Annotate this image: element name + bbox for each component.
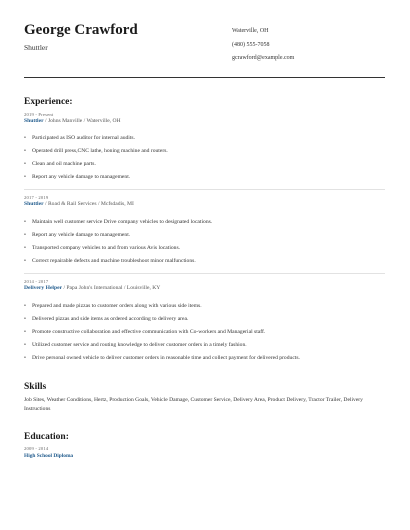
list-item: • Report any vehicle damage to management.: [24, 174, 394, 187]
contact-location: Waterville, OH: [232, 28, 269, 34]
role-separator: /: [62, 285, 67, 291]
job-bullets: [24, 135, 394, 187]
job-divider: [24, 189, 385, 190]
job-company: Johns Manville / Waterville, OH: [47, 118, 121, 124]
role-separator: /: [43, 118, 48, 124]
job-dates: 2019 - Present: [24, 112, 54, 117]
list-item: • Drive personal owned vehicle to deliver customer orders in reasonable time and collect payment for delivered products.: [24, 355, 394, 368]
list-item: • Prepared and made pizzas to customer orders along with various side items.: [24, 303, 394, 316]
education-degree: High School Diploma: [24, 453, 74, 459]
list-item: • Promote constructive collaboration and effective communication with Co-workers and Managerial staff.: [24, 329, 394, 342]
list-item: • Transported company vehicles to and from various Avis locations.: [24, 245, 394, 258]
job-bullets: [24, 303, 394, 367]
job-dates: 2014 - 2017: [24, 279, 49, 284]
list-item: • Participated as ISO auditor for internal audits.: [24, 135, 394, 148]
list-item: • Correct repairable defects and machine troubleshoot minor malfunctions.: [24, 258, 394, 271]
job-role: [24, 201, 134, 207]
candidate-name: George Crawford: [24, 22, 138, 38]
candidate-title: Shuttler: [24, 43, 48, 52]
list-item: • Delivered pizzas and side items as ordered according to delivery area.: [24, 316, 394, 329]
job-dates: 2017 - 2019: [24, 195, 49, 200]
job-title: Shuttler: [24, 201, 44, 207]
list-item: • Maintain well customer service Drive company vehicles to designated locations.: [24, 219, 394, 232]
job-company: Papa John's International / Louisville, KY: [66, 285, 161, 291]
contact-email: gcrawford@example.com: [232, 55, 295, 61]
job-title: Delivery Helper: [24, 285, 63, 291]
skills-heading: Skills: [24, 382, 47, 392]
contact-block: [232, 28, 294, 69]
skills-list: Job Sites, Weather Conditions, Hertz, Production Goals, Vehicle Damage, Customer Service, Delivery Area, Product Delivery, Tractor Trailer, Delivery Instructions: [24, 397, 363, 412]
job-company: Road & Rail Services / Mcfsdadis, MI: [47, 201, 134, 207]
education-dates: 2009 - 2014: [24, 446, 49, 451]
job-role: [24, 118, 121, 124]
education-heading: Education:: [24, 432, 69, 442]
list-item: • Operated drill press,CNC lathe, honing machine and routers.: [24, 148, 394, 161]
role-separator: /: [43, 201, 48, 207]
job-bullets: [24, 219, 394, 271]
experience-heading: Experience:: [24, 97, 73, 107]
job-role: [24, 285, 160, 291]
header-rule: [24, 77, 385, 78]
list-item: • Utilized customer service and routing knowledge to deliver customer orders in a timely fashion.: [24, 342, 394, 355]
list-item: • Clean and oil machine parts.: [24, 161, 394, 174]
list-item: • Report any vehicle damage to management.: [24, 232, 394, 245]
job-divider: [24, 273, 385, 274]
contact-phone: (480) 555-7058: [232, 41, 270, 48]
job-title: Shuttler: [24, 118, 44, 124]
